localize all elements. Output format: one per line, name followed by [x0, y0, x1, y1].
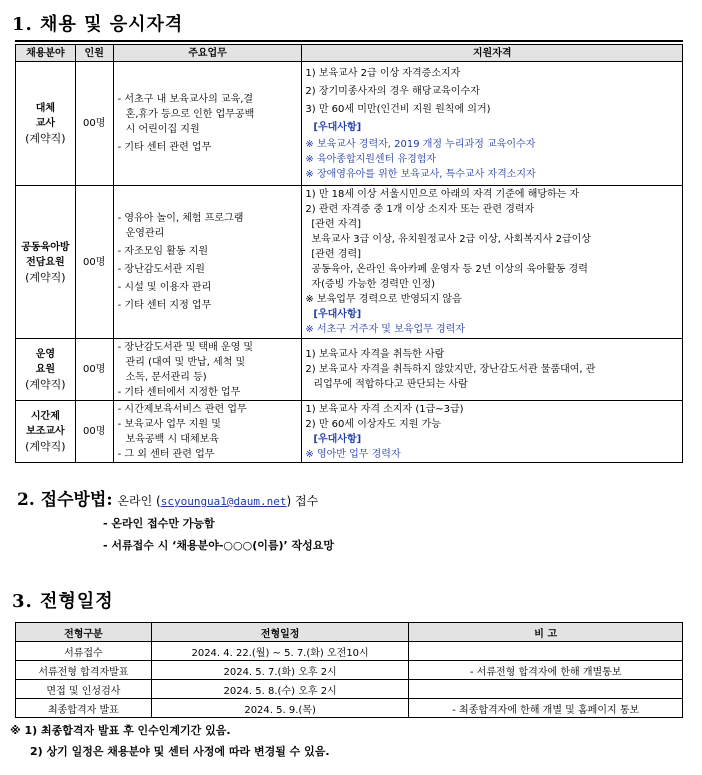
header-field: 채용분야	[16, 45, 76, 62]
count-cell: 00명	[75, 339, 113, 401]
table-row: 서류접수 2024. 4. 22.(월) ~ 5. 7.(화) 오전10시	[16, 642, 683, 661]
role-cell: 운영 요원 (계약직)	[16, 339, 76, 401]
header-remarks: 비 고	[409, 623, 683, 642]
duties-cell: - 장난감도서관 및 택배 운영 및 관리 (대여 및 반납, 세척 및 소독, 문서관리 등) - 기타 센터에서 지정한 업무	[113, 339, 302, 401]
header-count: 인원	[75, 45, 113, 62]
footnote: ※ 1) 최종합격자 발표 후 인수인계기간 있음.	[10, 724, 231, 737]
quals-cell: 1) 보육교사 자격 소지자 (1급~3급) 2) 만 60세 이상자도 지원 가능 [우대사항] ※ 영아반 업무 경력자	[302, 401, 683, 463]
table-row	[16, 62, 683, 186]
header-duties: 주요업무	[113, 45, 302, 62]
count-cell: 00명	[75, 62, 113, 186]
section1-rule	[15, 40, 683, 42]
method-note: - 서류접수 시 ‘채용분야-○○○(이름)’ 작성요망	[103, 539, 335, 552]
quals-cell: 1) 보육교사 자격을 취득한 사람 2) 보육교사 자격을 취득하지 않았지만, 장난감도서관 물품대여, 관 리업무에 적합하다고 판단되는 사람	[302, 339, 683, 401]
duties-cell: - 영유아 놀이, 체험 프로그램 운영관리 - 자조모임 활동 지원 - 장난감도서관 지원 - 시설 및 이용자 관리 - 기타 센터 지정 업무	[113, 186, 302, 339]
header-quals: 지원자격	[302, 45, 683, 62]
quals-cell: 1) 만 18세 이상 서울시민으로 아래의 자격 기준에 해당하는 자 2) 관련 자격증 중 1개 이상 소지자 또는 관련 경력자 [관련 자격] 보육교사 3급 이상, 유치원정교사 2급 이상, 사회복지사 2급이상 [관련 경력] 공동육아, 온라인 육아카페 운영자 등 2년 이상의 육아활동 경력 자(증빙 가능한 경력만 인정) ※ 보육업무 경력으로 반영되지 않음 [우대사항] ※ 서초구 거주자 및 보육업무 경력자	[302, 186, 683, 339]
online-suffix: ) 접수	[286, 494, 319, 508]
section1-title: 1. 채용 및 응시자격	[12, 14, 184, 35]
footnote: 2) 상기 일정은 채용분야 및 센터 사정에 따라 변경될 수 있음.	[30, 745, 330, 758]
quals-cell: 1) 보육교사 2급 이상 자격증소지자 2) 장기미종사자의 경우 해당교육이수자 3) 만 60세 미만(인건비 지원 원칙에 의거) [우대사항] ※ 보육교사 경력자, 2019 개정 누리과정 교육이수자 ※ 육아종합지원센터 유경험자 ※ 장애영유아를 위한 보육교사, 특수교사 자격소지자	[302, 62, 683, 186]
role-cell: 공동육아방 전담요원 (계약직)	[16, 186, 76, 339]
table-row	[16, 339, 683, 401]
table-row: 서류전형 합격자발표 2024. 5. 7.(화) 오후 2시 - 서류전형 합격자에 한해 개별통보	[16, 661, 683, 680]
duties-cell: - 서초구 내 보육교사의 교육,결 혼,휴가 등으로 인한 업무공백 시 어린이집 지원 - 기타 센터 관련 업무	[113, 62, 302, 186]
duties-cell: - 시간제보육서비스 관련 업무 - 보육교사 업무 지원 및 보육공백 시 대체보육 - 그 외 센터 관련 업무	[113, 401, 302, 463]
recruitment-table	[15, 44, 683, 463]
online-prefix: 온라인 (	[117, 494, 161, 508]
email-link[interactable]: scyoungua1@daum.net	[160, 495, 287, 508]
header-schedule: 전형일정	[151, 623, 409, 642]
table-row: 최종합격자 발표 2024. 5. 9.(목) - 최종합격자에 한해 개별 및 홈페이지 통보	[16, 699, 683, 718]
section2-title: 2. 접수방법:	[17, 490, 113, 510]
table-row	[16, 401, 683, 463]
application-method	[17, 485, 318, 510]
role-cell: 시간제 보조교사 (계약직)	[16, 401, 76, 463]
schedule-table	[15, 622, 683, 718]
count-cell: 00명	[75, 186, 113, 339]
count-cell: 00명	[75, 401, 113, 463]
method-note: - 온라인 접수만 가능함	[103, 517, 215, 530]
role-cell: 대체 교사 (계약직)	[16, 62, 76, 186]
table-row: 면접 및 인성검사 2024. 5. 8.(수) 오후 2시	[16, 680, 683, 699]
header-stage: 전형구분	[16, 623, 152, 642]
table-row	[16, 186, 683, 339]
section3-title: 3. 전형일정	[12, 591, 114, 612]
